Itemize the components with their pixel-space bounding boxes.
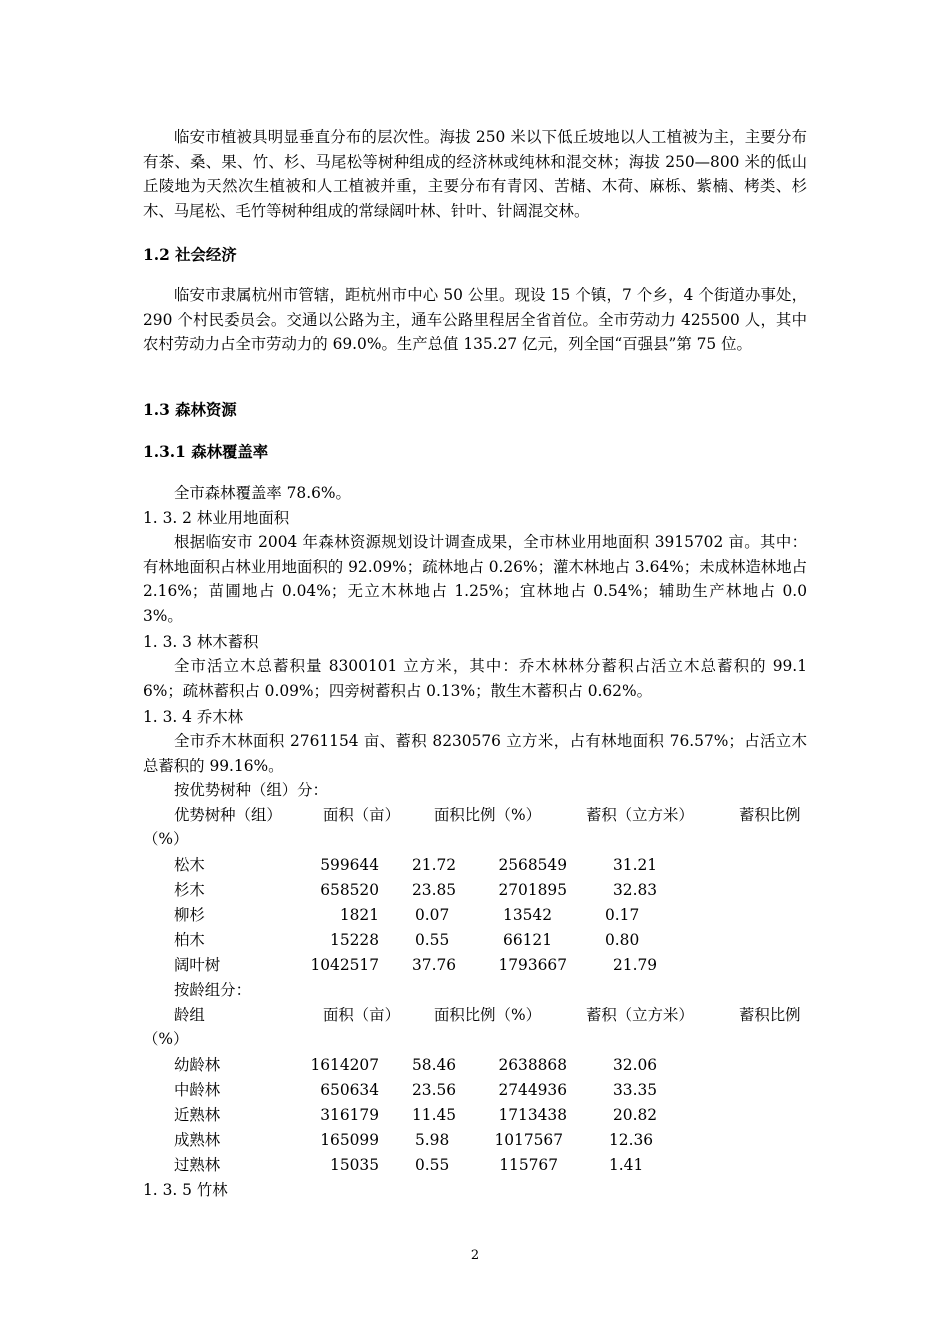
table2-header-stock: 蓄积（立方米）: [586, 1006, 694, 1024]
row-stock-ratio: 33.35: [613, 1081, 658, 1099]
row-stock-ratio: 12.36: [609, 1131, 654, 1149]
row-stock-ratio: 31.21: [613, 856, 658, 874]
paragraph-coverage: 全市森林覆盖率 78.6%。: [174, 484, 351, 502]
row-label: 松木: [174, 856, 205, 874]
row-stock: 13542: [503, 906, 552, 924]
table1-header-area: 面积（亩）: [323, 806, 400, 824]
row-label: 杉木: [174, 881, 205, 899]
table1-header-stock-ratio: 蓄积比例: [739, 806, 801, 824]
row-area-ratio: 5.98: [415, 1131, 450, 1149]
row-label: 过熟林: [174, 1156, 221, 1174]
paragraph-vegetation: 临安市植被具明显垂直分布的层次性。海拔 250 米以下低丘坡地以人工植被为主，主要分布有茶、桑、果、竹、杉、马尾松等树种组成的经济林或纯林和混交林；海拔 250—800 米的低山丘陵地为天然次生植被和人工植被并重，主要分布有青冈、苦槠、木荷、麻栎、紫楠、栲类、杉木、马尾松、毛竹等树种组成的常绿阔叶林、针叶、针阔混交林。: [143, 128, 807, 220]
row-area-ratio: 0.07: [415, 906, 450, 924]
table2-caption: 按龄组分：: [174, 981, 251, 999]
row-area-ratio: 0.55: [415, 1156, 450, 1174]
heading-bamboo-forest: 1. 3. 5 竹林: [143, 1181, 228, 1199]
row-area: 316179: [320, 1106, 379, 1124]
row-area: 15035: [330, 1156, 379, 1174]
row-stock-ratio: 21.79: [613, 956, 658, 974]
heading-forestland-area: 1. 3. 2 林业用地面积: [143, 509, 290, 527]
row-stock-ratio: 32.83: [613, 881, 658, 899]
row-stock-ratio: 1.41: [609, 1156, 644, 1174]
table2-header-area: 面积（亩）: [323, 1006, 400, 1024]
row-stock-ratio: 20.82: [613, 1106, 658, 1124]
row-stock: 66121: [503, 931, 552, 949]
table1-header-unit: （%）: [143, 830, 189, 848]
row-area: 15228: [330, 931, 379, 949]
row-stock: 1793667: [498, 956, 567, 974]
row-stock: 2744936: [498, 1081, 567, 1099]
paragraph-timber-stock: 全市活立木总蓄积量 8300101 立方米，其中：乔木林林分蓄积占活立木总蓄积的 99.16%；疏林蓄积占 0.09%；四旁树蓄积占 0.13%；散生木蓄积占 0.62%。: [143, 657, 807, 700]
row-area: 599644: [320, 856, 379, 874]
heading-social-economy: 1.2 社会经济: [143, 246, 237, 264]
heading-arbor-forest: 1. 3. 4 乔木林: [143, 708, 244, 726]
row-area-ratio: 58.46: [412, 1056, 457, 1074]
table1-header-stock: 蓄积（立方米）: [586, 806, 694, 824]
row-stock: 2701895: [498, 881, 567, 899]
row-area-ratio: 0.55: [415, 931, 450, 949]
row-stock: 2638868: [498, 1056, 567, 1074]
row-label: 阔叶树: [174, 956, 221, 974]
row-label: 柏木: [174, 931, 205, 949]
row-stock: 1017567: [494, 1131, 563, 1149]
row-area-ratio: 37.76: [412, 956, 457, 974]
row-stock: 1713438: [498, 1106, 567, 1124]
row-area: 650634: [320, 1081, 379, 1099]
row-area: 1821: [339, 906, 379, 924]
table1-header-area-ratio: 面积比例（%）: [434, 806, 541, 824]
paragraph-forestland-area: 根据临安市 2004 年森林资源规划设计调查成果，全市林业用地面积 3915702 亩。其中：有林地面积占林业用地面积的 92.09%；疏林地占 0.26%；灌木林地占 3.64%；未成林造林地占 2.16%；苗圃地占 0.04%；无立木林地占 1.25%；宜林地占 0.54%；辅助生产林地占 0.03%。: [143, 533, 807, 625]
table1-header-species: 优势树种（组）: [174, 806, 282, 824]
page-number: 2: [470, 1248, 480, 1263]
row-stock-ratio: 0.17: [605, 906, 640, 924]
row-label: 柳杉: [174, 906, 205, 924]
row-area: 1614207: [310, 1056, 379, 1074]
row-area: 165099: [320, 1131, 379, 1149]
row-area-ratio: 23.85: [412, 881, 457, 899]
heading-forest-resources: 1.3 森林资源: [143, 401, 237, 419]
heading-forest-coverage: 1.3.1 森林覆盖率: [143, 443, 269, 461]
paragraph-social-economy: 临安市隶属杭州市管辖，距杭州市中心 50 公里。现设 15 个镇，7 个乡，4 个街道办事处，290 个村民委员会。交通以公路为主，通车公路里程居全省首位。全市劳动力 425500 人，其中农村劳动力占全市劳动力的 69.0%。生产总值 135.27 亿元，列全国“百强县”第 75 位。: [143, 286, 807, 353]
table2-header-age: 龄组: [174, 1006, 205, 1024]
row-label: 幼龄林: [174, 1056, 221, 1074]
table2-header-unit: （%）: [143, 1030, 189, 1048]
paragraph-arbor-forest: 全市乔木林面积 2761154 亩、蓄积 8230576 立方米，占有林地面积 76.57%；占活立木总蓄积的 99.16%。: [143, 732, 807, 775]
table2-header-stock-ratio: 蓄积比例: [739, 1006, 801, 1024]
heading-timber-stock: 1. 3. 3 林木蓄积: [143, 633, 259, 651]
row-area: 1042517: [310, 956, 379, 974]
row-stock-ratio: 0.80: [605, 931, 640, 949]
row-area: 658520: [320, 881, 379, 899]
table2-header-area-ratio: 面积比例（%）: [434, 1006, 541, 1024]
row-stock: 115767: [499, 1156, 558, 1174]
row-stock: 2568549: [498, 856, 567, 874]
row-label: 中龄林: [174, 1081, 221, 1099]
row-area-ratio: 21.72: [412, 856, 457, 874]
row-area-ratio: 23.56: [412, 1081, 457, 1099]
row-stock-ratio: 32.06: [613, 1056, 658, 1074]
table1-caption: 按优势树种（组）分：: [174, 781, 328, 799]
row-area-ratio: 11.45: [412, 1106, 457, 1124]
row-label: 近熟林: [174, 1106, 221, 1124]
row-label: 成熟林: [174, 1131, 221, 1149]
